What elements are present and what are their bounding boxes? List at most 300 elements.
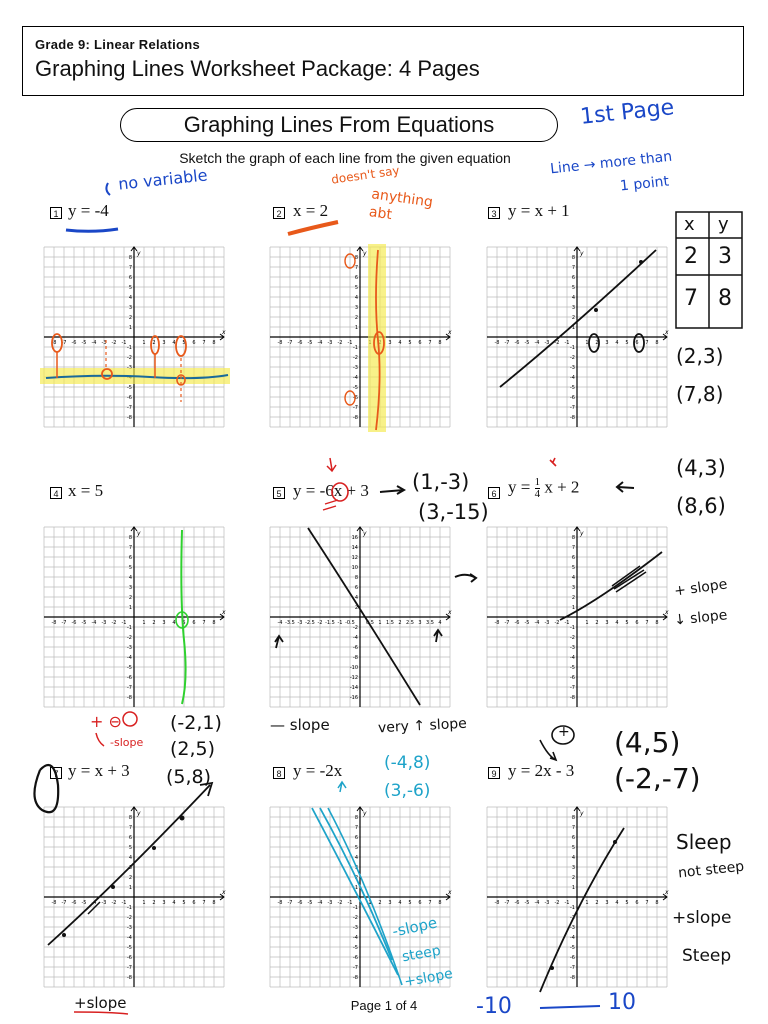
x-tick-label: 2 (595, 620, 599, 626)
x-tick-label: -2 (317, 620, 323, 626)
y-tick-label: 6 (354, 275, 358, 281)
y-tick-label: -2 (570, 915, 575, 921)
table-head-y: y (718, 214, 729, 235)
x-tick-label: 7 (428, 900, 432, 906)
y-tick-label: -7 (570, 685, 575, 691)
y-tick-label: 6 (128, 555, 132, 561)
y-tick-label: -1 (353, 345, 358, 351)
table-cell: 2 (684, 244, 698, 269)
y-tick-label: 3 (128, 585, 132, 591)
y-tick-label: -3 (127, 645, 132, 651)
y-tick-label: 3 (128, 865, 132, 871)
x-tick-label: -6 (71, 900, 77, 906)
problem-equation: y = x + 3 (68, 761, 130, 780)
y-tick-label: -8 (127, 415, 132, 421)
handwritten-note: +slope (74, 994, 127, 1012)
y-tick-label: 5 (571, 565, 575, 571)
y-tick-label: 3 (571, 585, 575, 591)
instructions: Sketch the graph of each line from the given equation (179, 150, 511, 166)
y-tick-label: 3 (128, 305, 132, 311)
y-tick-label: -3 (570, 645, 575, 651)
y-tick-label: -3 (353, 925, 358, 931)
y-tick-label: -1 (570, 905, 575, 911)
eq-suffix: x + 2 (544, 477, 580, 497)
y-tick-label: -2 (570, 635, 575, 641)
point (550, 966, 554, 970)
x-tick-label: 6 (192, 340, 196, 346)
handwritten-note: 1 point (619, 173, 670, 195)
x-tick-label: -3 (544, 620, 550, 626)
y-tick-label: 5 (128, 285, 132, 291)
x-tick-label: 7 (645, 620, 649, 626)
x-tick-label: -3 (101, 340, 107, 346)
x-tick-label: -5 (307, 900, 313, 906)
x-tick-label: 6 (418, 340, 422, 346)
y-tick-label: 2 (354, 315, 358, 321)
x-tick-label: 4 (438, 620, 442, 626)
table-cell: 8 (718, 286, 732, 311)
y-tick-label: 8 (354, 575, 358, 581)
problem-number: 5 (273, 487, 285, 499)
y-tick-label: -1 (570, 345, 575, 351)
x-tick-label: -5 (524, 620, 530, 626)
y-tick-label: 5 (128, 565, 132, 571)
y-tick-label: -4 (353, 635, 358, 641)
black-circle (589, 334, 599, 352)
y-tick-label: -3 (353, 365, 358, 371)
y-tick-label: 6 (128, 835, 132, 841)
frac-num: 1 (534, 476, 541, 488)
problem-number: 7 (50, 767, 62, 779)
handwritten-note: doesn't say (330, 163, 401, 187)
y-tick-label: 5 (354, 845, 358, 851)
x-tick-label: -8 (277, 900, 283, 906)
y-tick-label: 7 (354, 265, 358, 271)
y-tick-label: 2 (571, 315, 575, 321)
x-tick-label: 8 (438, 340, 442, 346)
y-tick-label: 2 (128, 875, 132, 881)
y-tick-label: -4 (353, 375, 358, 381)
x-tick-label: -5 (81, 340, 87, 346)
y-tick-label: -5 (127, 665, 132, 671)
x-tick-label: 3 (418, 620, 422, 626)
x-tick-label: 5 (625, 620, 629, 626)
x-tick-label: -6 (514, 340, 520, 346)
y-tick-label: -1 (127, 345, 132, 351)
section-title: Graphing Lines From Equations (120, 108, 558, 142)
x-tick-label: -7 (287, 900, 293, 906)
x-tick-label: -7 (504, 620, 510, 626)
frac-den: 4 (534, 488, 541, 500)
orange-circle (345, 391, 355, 405)
y-tick-label: -4 (127, 935, 132, 941)
x-tick-label: 4 (615, 620, 619, 626)
handwritten-point: (8,6) (676, 494, 726, 518)
x-tick-label: -4 (534, 620, 540, 626)
x-tick-label: 4 (398, 340, 402, 346)
problem-number: 2 (273, 207, 285, 219)
x-tick-label: -1 (121, 900, 127, 906)
scribble (612, 566, 646, 592)
y-tick-label: -3 (570, 365, 575, 371)
y-tick-label: 7 (354, 825, 358, 831)
x-tick-label: -4 (91, 620, 97, 626)
red-arrow (327, 458, 336, 471)
handwritten-point: (-2,1) (170, 712, 222, 734)
y-tick-label: 7 (128, 825, 132, 831)
y-tick-label: 4 (354, 855, 358, 861)
y-tick-label: -7 (570, 405, 575, 411)
y-tick-label: 2 (354, 605, 358, 611)
y-tick-label: 8 (128, 255, 132, 261)
page-footer: Page 1 of 4 (350, 998, 418, 1013)
x-tick-label: 2 (152, 620, 156, 626)
x-tick-label: -3 (544, 900, 550, 906)
x-axis-label: x (222, 609, 226, 616)
y-tick-label: 3 (354, 305, 358, 311)
y-tick-label: 1 (128, 885, 132, 891)
y-tick-label: -4 (570, 375, 575, 381)
handwritten-note: + ⊖ (90, 712, 122, 731)
handwritten-note: Sleep (676, 830, 732, 854)
blue-underline (66, 229, 118, 231)
y-tick-label: -8 (127, 695, 132, 701)
x-axis-label: x (222, 329, 226, 336)
y-tick-label: 8 (354, 815, 358, 821)
y-tick-label: -2 (570, 355, 575, 361)
y-tick-label: 1 (128, 605, 132, 611)
handwritten-note: Line → more than (549, 148, 673, 178)
x-tick-label: 0.5 (366, 620, 374, 626)
x-tick-label: 8 (655, 340, 659, 346)
x-tick-label: -8 (494, 900, 500, 906)
x-tick-label: -0.5 (345, 620, 355, 626)
y-tick-label: -2 (353, 915, 358, 921)
x-tick-label: 6 (635, 900, 639, 906)
y-tick-label: -6 (570, 395, 575, 401)
orange-circle (176, 336, 186, 356)
x-tick-label: 2 (152, 340, 156, 346)
problem-number: 8 (273, 767, 285, 779)
red-mark (550, 458, 556, 466)
y-tick-label: 5 (128, 845, 132, 851)
y-tick-label: -7 (353, 405, 358, 411)
x-tick-label: 3 (162, 340, 166, 346)
black-circle (634, 334, 644, 352)
x-tick-label: -8 (494, 620, 500, 626)
y-tick-label: 4 (571, 575, 575, 581)
y-tick-label: 5 (571, 845, 575, 851)
x-tick-label: -4 (91, 340, 97, 346)
x-tick-label: -2 (554, 340, 560, 346)
x-axis-label: x (665, 609, 669, 616)
y-tick-label: 6 (354, 835, 358, 841)
x-tick-label: 2.5 (406, 620, 414, 626)
student-line (48, 785, 210, 945)
y-tick-label: -5 (353, 945, 358, 951)
handwritten-note: -slope (390, 913, 439, 941)
x-tick-label: -1 (121, 620, 127, 626)
handwritten-note: no variable (117, 165, 209, 194)
x-tick-label: -7 (504, 900, 510, 906)
y-tick-label: 6 (571, 275, 575, 281)
y-tick-label: -6 (353, 955, 358, 961)
y-tick-label: -10 (349, 665, 358, 671)
handwritten-note: Steep (682, 946, 732, 966)
point (111, 885, 115, 889)
y-axis-label: y (363, 250, 367, 257)
point (613, 840, 617, 844)
x-tick-label: -1 (337, 620, 343, 626)
y-tick-label: 6 (571, 555, 575, 561)
handwritten-note: 1st Page (578, 95, 676, 130)
y-tick-label: -5 (570, 385, 575, 391)
x-tick-label: -3 (297, 620, 303, 626)
y-axis-label: y (137, 250, 141, 257)
x-axis-label: x (222, 889, 226, 896)
y-tick-label: 1 (571, 885, 575, 891)
teal-arrow (338, 782, 346, 792)
y-tick-label: 6 (354, 585, 358, 591)
big-circle (34, 765, 58, 812)
handwritten-note: ↓ slope (673, 607, 729, 629)
y-tick-label: -7 (570, 965, 575, 971)
point (180, 816, 185, 821)
x-tick-label: -7 (287, 340, 293, 346)
x-tick-label: 7 (202, 340, 206, 346)
x-tick-label: 8 (438, 900, 442, 906)
handwritten-point: (2,5) (170, 738, 216, 760)
x-tick-label: 4 (615, 340, 619, 346)
y-tick-label: -6 (353, 645, 358, 651)
x-tick-label: 8 (212, 620, 216, 626)
x-tick-label: 6 (635, 340, 639, 346)
handwritten-note: not steep (677, 858, 745, 882)
y-tick-label: 6 (128, 275, 132, 281)
x-tick-label: 1 (585, 620, 589, 626)
x-tick-label: 1 (585, 900, 589, 906)
y-tick-label: 1 (571, 605, 575, 611)
x-tick-label: 6 (192, 620, 196, 626)
x-tick-label: 1 (142, 620, 146, 626)
x-tick-label: -2 (337, 340, 343, 346)
x-tick-label: 7 (202, 900, 206, 906)
arrow (540, 740, 556, 760)
problem-number: 3 (488, 207, 500, 219)
x-tick-label: -8 (51, 340, 57, 346)
x-tick-label: -5 (81, 620, 87, 626)
x-tick-label: -4 (91, 900, 97, 906)
y-tick-label: 4 (128, 575, 132, 581)
x-tick-label: 1 (368, 900, 372, 906)
y-tick-label: 2 (128, 595, 132, 601)
x-tick-label: 1.5 (386, 620, 394, 626)
y-tick-label: 4 (571, 855, 575, 861)
y-tick-label: 4 (128, 855, 132, 861)
problem-number: 4 (50, 487, 62, 499)
handwritten-point: (4,3) (676, 456, 726, 480)
student-line (500, 250, 659, 387)
x-tick-label: -1.5 (325, 620, 335, 626)
x-tick-label: -4 (534, 340, 540, 346)
y-tick-label: -5 (570, 945, 575, 951)
y-tick-label: 4 (354, 595, 358, 601)
y-tick-label: -8 (570, 415, 575, 421)
x-tick-label: -5 (81, 900, 87, 906)
y-tick-label: 12 (351, 555, 358, 561)
orange-circle (345, 254, 355, 268)
x-axis-label: x (665, 889, 669, 896)
y-tick-label: 5 (571, 285, 575, 291)
table-head-x: x (684, 214, 695, 235)
student-line (560, 552, 662, 620)
x-tick-label: 8 (655, 620, 659, 626)
x-tick-label: -3 (101, 620, 107, 626)
y-tick-label: 1 (571, 325, 575, 331)
y-tick-label: -5 (353, 385, 358, 391)
x-tick-label: -5 (307, 340, 313, 346)
x-tick-label: -5 (524, 340, 530, 346)
y-tick-label: 8 (571, 815, 575, 821)
x-axis-label: x (448, 889, 452, 896)
problem-equation: y = -4 (68, 201, 109, 220)
y-tick-label: -4 (570, 935, 575, 941)
x-tick-label: 2 (378, 900, 382, 906)
worksheet-title: Graphing Lines Worksheet Package: 4 Pages (35, 56, 480, 81)
x-tick-label: 8 (212, 340, 216, 346)
x-tick-label: -8 (51, 620, 57, 626)
x-axis-label: x (448, 609, 452, 616)
y-tick-label: 2 (128, 315, 132, 321)
student-line (312, 808, 398, 975)
y-tick-label: -2 (353, 625, 358, 631)
y-tick-label: -6 (127, 955, 132, 961)
x-tick-label: -6 (514, 900, 520, 906)
y-tick-label: -2 (353, 355, 358, 361)
x-tick-label: 7 (428, 340, 432, 346)
y-tick-label: 4 (128, 295, 132, 301)
x-tick-label: -1 (564, 620, 570, 626)
x-tick-label: 3.5 (426, 620, 434, 626)
y-tick-label: 7 (128, 545, 132, 551)
y-tick-label: 7 (128, 265, 132, 271)
x-tick-label: 5 (408, 900, 412, 906)
handwritten-point: (7,8) (676, 382, 724, 406)
handwritten-note: — slope (270, 716, 330, 734)
y-tick-label: -6 (570, 675, 575, 681)
x-tick-label: 3 (605, 340, 609, 346)
x-tick-label: 5 (625, 340, 629, 346)
y-tick-label: 7 (571, 825, 575, 831)
x-tick-label: -3.5 (285, 620, 295, 626)
orange-circle (52, 334, 62, 352)
y-tick-label: -1 (570, 625, 575, 631)
x-tick-label: 2 (152, 900, 156, 906)
y-tick-label: -6 (127, 395, 132, 401)
y-tick-label: 4 (354, 295, 358, 301)
y-tick-label: -8 (353, 655, 358, 661)
x-tick-label: 2 (398, 620, 402, 626)
x-tick-label: -4 (317, 900, 323, 906)
y-tick-label: 3 (571, 865, 575, 871)
x-tick-label: -6 (514, 620, 520, 626)
orange-circle (151, 336, 159, 354)
x-tick-label: 6 (635, 620, 639, 626)
y-axis-label: y (580, 530, 584, 537)
x-tick-label: 4 (398, 900, 402, 906)
x-tick-label: -4 (277, 620, 283, 626)
x-tick-label: 3 (605, 620, 609, 626)
y-tick-label: -7 (127, 685, 132, 691)
red-circle (123, 712, 137, 726)
y-tick-label: 1 (354, 885, 358, 891)
x-tick-label: -6 (297, 900, 303, 906)
x-tick-label: -8 (277, 340, 283, 346)
x-tick-label: -7 (504, 340, 510, 346)
x-tick-label: 5 (182, 900, 186, 906)
y-tick-label: -7 (127, 965, 132, 971)
y-tick-label: -5 (570, 665, 575, 671)
x-tick-label: 4 (172, 900, 176, 906)
y-tick-label: -3 (570, 925, 575, 931)
handwritten-note: 10 (608, 990, 636, 1015)
student-line (308, 528, 420, 705)
grade-label: Grade 9: Linear Relations (35, 37, 200, 52)
x-tick-label: 1 (585, 340, 589, 346)
y-tick-label: 7 (571, 545, 575, 551)
x-tick-label: 8 (212, 900, 216, 906)
x-tick-label: 3 (388, 340, 392, 346)
x-tick-label: 5 (182, 620, 186, 626)
y-tick-label: -7 (127, 405, 132, 411)
x-tick-label: 4 (172, 340, 176, 346)
y-tick-label: -2 (127, 355, 132, 361)
y-tick-label: 2 (571, 875, 575, 881)
x-tick-label: -3 (101, 900, 107, 906)
y-tick-label: -8 (570, 975, 575, 981)
x-axis-label: x (665, 329, 669, 336)
y-tick-label: 14 (351, 545, 358, 551)
y-tick-label: 7 (571, 265, 575, 271)
y-tick-label: -5 (127, 385, 132, 391)
red-strike (323, 500, 338, 510)
problem-equation: y = -2x (293, 761, 343, 780)
x-tick-label: -2.5 (305, 620, 315, 626)
x-tick-label: 4 (172, 620, 176, 626)
x-tick-label: 7 (645, 900, 649, 906)
red-circle (332, 483, 348, 501)
handwritten-note: -10 (476, 994, 512, 1019)
y-axis-label: y (580, 810, 584, 817)
x-tick-label: -1 (564, 900, 570, 906)
y-tick-label: -1 (127, 905, 132, 911)
x-tick-label: -1 (121, 340, 127, 346)
x-tick-label: -8 (51, 900, 57, 906)
y-tick-label: 1 (128, 325, 132, 331)
y-axis-label: y (137, 810, 141, 817)
y-tick-label: 3 (571, 305, 575, 311)
x-tick-label: 5 (182, 340, 186, 346)
x-tick-label: -3 (544, 340, 550, 346)
y-tick-label: 2 (571, 595, 575, 601)
y-tick-label: -6 (127, 675, 132, 681)
x-tick-label: -2 (111, 340, 117, 346)
y-tick-label: -16 (349, 695, 358, 701)
x-tick-label: 1 (142, 340, 146, 346)
y-axis-label: y (137, 530, 141, 537)
y-axis-label: y (580, 250, 584, 257)
y-tick-label: 4 (571, 295, 575, 301)
